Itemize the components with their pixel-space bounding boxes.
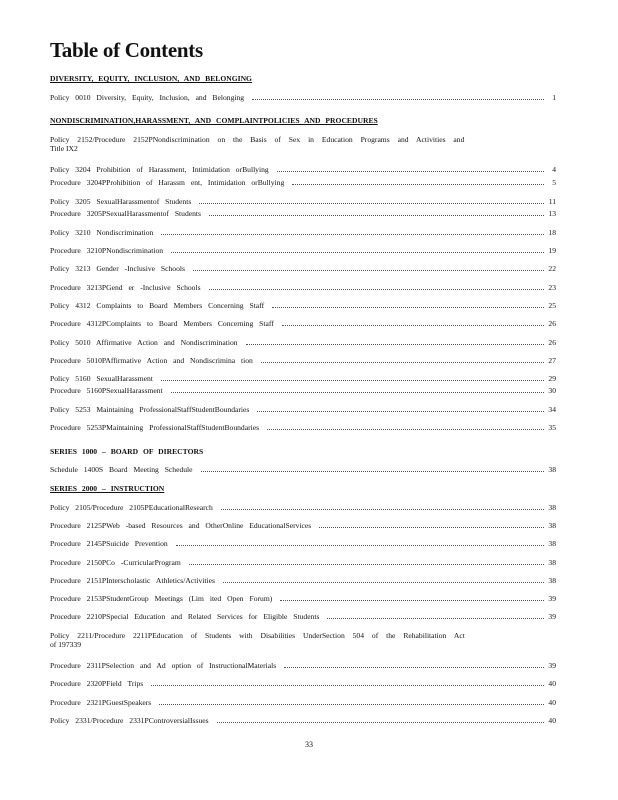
toc-entry-text: Procedure 3213PGend er -Inclusive Schools xyxy=(50,283,201,292)
toc-page-number: 1 xyxy=(552,93,556,102)
toc-page-number: 26 xyxy=(548,319,556,328)
toc-entry-text: Procedure 3204PProhibition of Harassm ent, Intimidation orBullying xyxy=(50,178,285,187)
toc-entry[interactable] xyxy=(50,698,556,707)
toc-page-number: 40 xyxy=(548,698,556,707)
toc-entry[interactable] xyxy=(50,576,556,585)
toc-page-number: 38 xyxy=(548,558,556,567)
toc-entry[interactable] xyxy=(50,165,556,174)
toc-entry[interactable] xyxy=(50,386,556,395)
toc-entry[interactable] xyxy=(50,521,556,530)
dot-leader xyxy=(282,324,544,326)
toc-entry[interactable] xyxy=(50,503,556,512)
dot-leader xyxy=(209,214,544,216)
toc-entry-text: Procedure 5160PSexualHarassment xyxy=(50,386,163,395)
toc-entry[interactable] xyxy=(50,319,556,328)
dot-leader xyxy=(272,306,544,308)
toc-page-number: 19 xyxy=(548,246,556,255)
toc-entry-text: Procedure 5010PAffirmative Action and Nondiscrimina tion xyxy=(50,356,253,365)
toc-entry-text: Procedure 2311PSelection and Ad option of InstructionalMaterials xyxy=(50,661,277,670)
toc-entry[interactable] xyxy=(50,612,556,621)
dot-leader xyxy=(199,202,544,204)
section-heading: SERIES 1000 – BOARD OF DIRECTORS xyxy=(50,447,204,456)
toc-page-number: 38 xyxy=(548,521,556,530)
page-number: 33 xyxy=(305,740,313,749)
toc-entry-text: Procedure 4312PComplaints to Board Members Concerning Staff xyxy=(50,319,274,328)
toc-entry-text: Procedure 5253PMaintaining ProfessionalStaffStudentBoundaries xyxy=(50,423,260,432)
dot-leader xyxy=(277,170,544,172)
toc-page-number: 30 xyxy=(548,386,556,395)
toc-entry-text: Procedure 2150PCo -CurricularProgram xyxy=(50,558,181,567)
toc-page-number: 23 xyxy=(548,283,556,292)
dot-leader xyxy=(223,581,544,583)
dot-leader xyxy=(257,410,544,412)
toc-entry[interactable] xyxy=(50,631,556,649)
toc-entry-text-continued: of 1973 xyxy=(50,640,74,649)
toc-page-number: 26 xyxy=(548,338,556,347)
toc-page-number: 38 xyxy=(548,465,556,474)
dot-leader xyxy=(161,233,544,235)
toc-entry-text: Policy 0010 Diversity, Equity, Inclusion, and Belonging xyxy=(50,93,245,102)
toc-entry-text: Procedure 2153PStudentGroup Meetings (Lim ited Open Forum) xyxy=(50,594,273,603)
toc-page-number: 2 xyxy=(73,144,78,153)
toc-entry[interactable] xyxy=(50,539,556,548)
toc-entry[interactable] xyxy=(50,301,556,310)
toc-page-number: 40 xyxy=(548,716,556,725)
toc-page-number: 29 xyxy=(548,374,556,383)
toc-entry[interactable] xyxy=(50,338,556,347)
toc-entry-text: Policy 3213 Gender -Inclusive Schools xyxy=(50,264,185,273)
toc-entry[interactable] xyxy=(50,594,556,603)
toc-page-number: 34 xyxy=(548,405,556,414)
toc-page-number: 5 xyxy=(552,178,556,187)
toc-entry-text: Procedure 2320PField Trips xyxy=(50,679,144,688)
toc-page-number: 11 xyxy=(548,197,556,206)
dot-leader xyxy=(201,470,544,472)
toc-entry[interactable] xyxy=(50,661,556,670)
toc-entry[interactable] xyxy=(50,405,556,414)
dot-leader xyxy=(189,563,544,565)
dot-leader xyxy=(221,508,544,510)
toc-page-number: 38 xyxy=(548,539,556,548)
toc-entry[interactable] xyxy=(50,178,556,187)
dot-leader xyxy=(151,684,544,686)
toc-entry[interactable] xyxy=(50,93,556,102)
toc-entry-text: Policy 5160 SexualHarassment xyxy=(50,374,153,383)
toc-page-number: 39 xyxy=(73,640,82,649)
toc-entry[interactable] xyxy=(50,197,556,206)
dot-leader xyxy=(246,343,544,345)
toc-entry-text-continued: Title IX xyxy=(50,144,74,153)
section-heading: NONDISCRIMINATION,HARASSMENT, AND COMPLAINTPOLICIES AND PROCEDURES xyxy=(50,116,378,125)
toc-page-number: 25 xyxy=(548,301,556,310)
toc-entry-text: Policy 3204 Prohibition of Harassment, Intimidation orBullying xyxy=(50,165,269,174)
toc-page-number: 38 xyxy=(548,576,556,585)
toc-page-number: 27 xyxy=(548,356,556,365)
toc-page-number: 39 xyxy=(548,661,556,670)
dot-leader xyxy=(327,617,544,619)
toc-entry-text: Procedure 2125PWeb -based Resources and OtherOnline EducationalServices xyxy=(50,521,312,530)
toc-entry-text: Procedure 3205PSexualHarassmentof Students xyxy=(50,209,201,218)
section-heading: SERIES 2000 – INSTRUCTION xyxy=(50,484,165,493)
toc-entry[interactable] xyxy=(50,716,556,725)
toc-page-number: 18 xyxy=(548,228,556,237)
toc-entry[interactable] xyxy=(50,264,556,273)
dot-leader xyxy=(267,428,544,430)
toc-page-number: 4 xyxy=(552,165,556,174)
toc-entry-text: Procedure 2145PSuicide Prevention xyxy=(50,539,168,548)
page-title: Table of Contents xyxy=(50,38,203,62)
toc-entry[interactable] xyxy=(50,228,556,237)
toc-page-number: 38 xyxy=(548,503,556,512)
dot-leader xyxy=(171,251,544,253)
toc-entry[interactable] xyxy=(50,558,556,567)
dot-leader xyxy=(319,526,544,528)
toc-page-number: 35 xyxy=(548,423,556,432)
dot-leader xyxy=(171,391,544,393)
toc-entry-text: Policy 4312 Complaints to Board Members Concerning Staff xyxy=(50,301,265,310)
toc-entry[interactable] xyxy=(50,209,556,218)
toc-page-number: 13 xyxy=(548,209,556,218)
toc-entry[interactable] xyxy=(50,356,556,365)
dot-leader xyxy=(252,98,544,100)
dot-leader xyxy=(193,269,544,271)
toc-entry-text: Policy 5010 Affirmative Action and Nondiscrimination xyxy=(50,338,238,347)
toc-entry-text: Procedure 2210PSpecial Education and Related Services for Eligible Students xyxy=(50,612,320,621)
section-heading: DIVERSITY, EQUITY, INCLUSION, AND BELONGING xyxy=(50,74,252,83)
toc-entry-text: Policy 2152/Procedure 2152PNondiscrimination on the Basis of Sex in Education Programs and Activities and xyxy=(50,135,465,144)
toc-entry-text: Policy 2211/Procedure 2211PEducation of Students with Disabilities UnderSection 504 of the Rehabilitation Act xyxy=(50,631,465,640)
toc-entry[interactable] xyxy=(50,374,556,383)
toc-entry-text: Policy 3205 SexualHarassmentof Students xyxy=(50,197,192,206)
dot-leader xyxy=(280,599,544,601)
toc-entry[interactable] xyxy=(50,246,556,255)
toc-entry[interactable] xyxy=(50,283,556,292)
toc-page-number: 39 xyxy=(548,612,556,621)
toc-entry-text: Procedure 2321PGuestSpeakers xyxy=(50,698,152,707)
dot-leader xyxy=(261,361,544,363)
toc-entry-text: Policy 2331/Procedure 2331PControversialIssues xyxy=(50,716,209,725)
dot-leader xyxy=(292,183,544,185)
dot-leader xyxy=(284,666,544,668)
toc-page-number: 40 xyxy=(548,679,556,688)
toc-entry-text: Procedure 3210PNondiscrimination xyxy=(50,246,164,255)
toc-page-number: 39 xyxy=(548,594,556,603)
toc-entry-text: Policy 5253 Maintaining ProfessionalStaffStudentBoundaries xyxy=(50,405,250,414)
toc-entry[interactable] xyxy=(50,465,556,474)
toc-entry[interactable] xyxy=(50,135,556,153)
toc-entry[interactable] xyxy=(50,679,556,688)
toc-entry-text: Schedule 1400S Board Meeting Schedule xyxy=(50,465,193,474)
dot-leader xyxy=(209,288,544,290)
toc-entry-text: Policy 2105/Procedure 2105PEducationalResearch xyxy=(50,503,213,512)
dot-leader xyxy=(159,703,544,705)
toc-entry[interactable] xyxy=(50,423,556,432)
toc-entry-text: Procedure 2151PInterscholastic Athletics/Activities xyxy=(50,576,215,585)
dot-leader xyxy=(217,721,544,723)
toc-page-number: 22 xyxy=(548,264,556,273)
dot-leader xyxy=(161,379,544,381)
toc-entry-text: Policy 3210 Nondiscrimination xyxy=(50,228,154,237)
dot-leader xyxy=(176,544,544,546)
